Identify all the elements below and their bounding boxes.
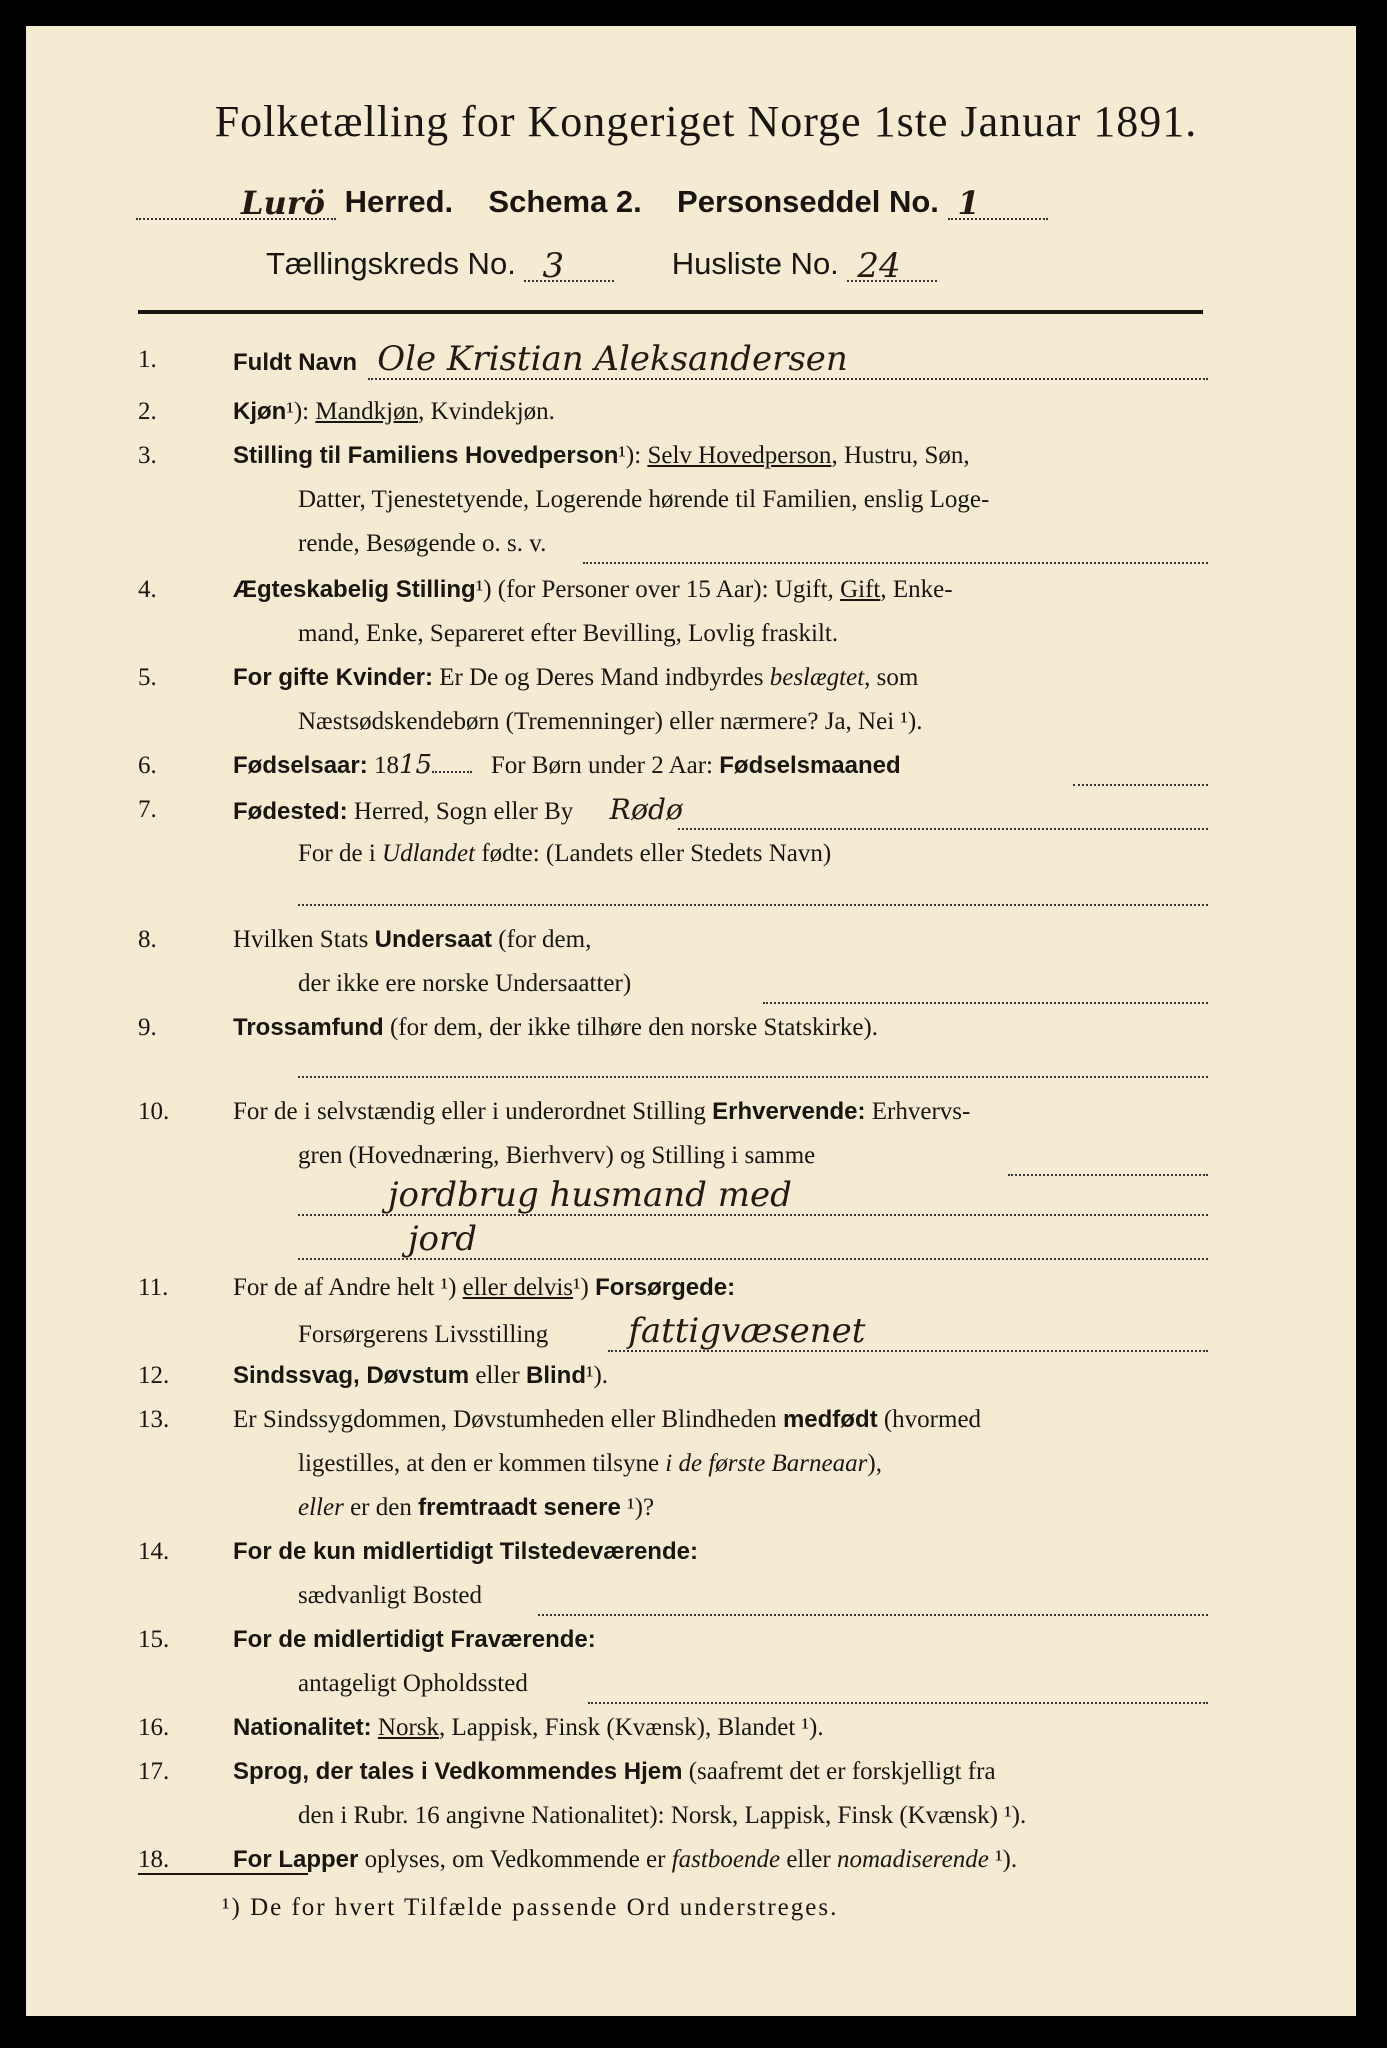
- item-body: [233, 1750, 1208, 1793]
- label-trossamfund: Trossamfund: [233, 1014, 384, 1041]
- herred-label: Herred.: [344, 184, 454, 219]
- item-number: 2.: [138, 398, 157, 425]
- label-fremtraadt: fremtraadt senere: [418, 1494, 621, 1521]
- label-for: For: [233, 664, 279, 691]
- fill-line: [763, 1000, 1208, 1004]
- label-ligestilles: ligestilles, at den er kommen tilsyne: [298, 1450, 666, 1477]
- question-text: Er De og Deres Mand indbyrdes: [433, 664, 770, 691]
- item-body: [233, 1838, 1208, 1881]
- label-born: For Børn under 2 Aar:: [490, 752, 720, 779]
- item-number: 13.: [138, 1406, 170, 1433]
- label-aegteskab: Ægteskabelig Stilling: [233, 576, 476, 603]
- option-kvindekjon: , Kvindekjøn.: [418, 398, 555, 425]
- options-rest: , Lappisk, Finsk (Kvænsk), Blandet ¹).: [439, 1714, 824, 1741]
- item-number: 1.: [138, 346, 157, 373]
- footnote-ref: ¹):: [286, 398, 316, 425]
- footnote-ref: ¹): [573, 1274, 596, 1301]
- item-body: [233, 434, 1208, 477]
- options-cont: mand, Enke, Separeret efter Bevilling, Lovlig fraskilt.: [298, 620, 839, 647]
- fill-line: [298, 1212, 1208, 1216]
- personseddel-label: Personseddel No.: [677, 184, 939, 219]
- fill-line: [298, 902, 1208, 906]
- options-rest: , Enke-: [880, 576, 953, 603]
- item-body: [233, 390, 1208, 433]
- label-sprog: Sprog, der tales i Vedkommendes Hjem: [233, 1758, 683, 1785]
- options-cont: Datter, Tjenestetyende, Logerende hørende til Familien, enslig Loge-: [298, 486, 990, 513]
- year-prefix: 18: [367, 752, 399, 779]
- label-forskjelligt: (saafremt det er forskjelligt fra: [682, 1758, 996, 1785]
- census-form: [26, 26, 1356, 2016]
- answer-forsorger: fattigvæsenet: [628, 1311, 866, 1351]
- item-number: 17.: [138, 1758, 170, 1785]
- label-bosted: sædvanligt Bosted: [298, 1582, 483, 1609]
- husliste-label: Husliste No.: [671, 246, 839, 281]
- label-erhvervende: Erhvervende:: [712, 1098, 866, 1125]
- item-body: [233, 1618, 1208, 1661]
- item-number: 15.: [138, 1626, 170, 1653]
- item-body: [233, 1266, 1208, 1309]
- item-body: [298, 832, 1273, 875]
- fill-line: [678, 826, 1208, 830]
- label-er-den: er den: [343, 1494, 419, 1521]
- item-number: 8.: [138, 926, 157, 953]
- item-body: [298, 1486, 1273, 1529]
- fill-line: [368, 376, 1208, 380]
- footnote-rule: [138, 1873, 308, 1875]
- fill-line: [1073, 782, 1208, 786]
- label-opholdssted: antageligt Opholdssted: [298, 1670, 528, 1697]
- item-number: 5.: [138, 664, 157, 691]
- label-sindssvag: Sindssvag, Døvstum: [233, 1362, 470, 1389]
- punct: ),: [867, 1450, 882, 1477]
- answer-year: 15: [398, 750, 433, 780]
- question-rest: , som: [864, 664, 919, 691]
- label-sindssygdommen: Er Sindssygdommen, Døvstumheden eller Blindheden: [233, 1406, 783, 1433]
- personseddel-value: 1: [957, 184, 980, 222]
- label-erhvervs: Erhvervs-: [865, 1098, 971, 1125]
- label-fuldt-navn: Fuldt Navn: [233, 349, 357, 376]
- item-body: [233, 1354, 1208, 1397]
- label-livsstilling: Forsørgerens Livsstilling: [298, 1321, 549, 1348]
- option-selv-selected: Selv Hovedperson: [647, 442, 832, 469]
- option-gift-selected: Gift: [840, 576, 881, 603]
- options-cont2: rende, Besøgende o. s. v.: [298, 530, 547, 557]
- item-number: 6.: [138, 752, 157, 779]
- item-number: 18.: [138, 1846, 170, 1873]
- answer-occupation-cont: jord: [408, 1219, 478, 1259]
- item-number: 7.: [138, 796, 157, 823]
- word-nomadiserende: nomadiserende: [836, 1846, 989, 1873]
- label-nationalitet-options: den i Rubr. 16 angivne Nationalitet): Norsk, Lappisk, Finsk (Kvænsk) ¹).: [298, 1802, 1027, 1829]
- item-number: 4.: [138, 576, 157, 603]
- option-mandkjon-selected: Mandkjøn: [315, 398, 419, 425]
- label-gifte-kvinder: gifte Kvinder:: [278, 664, 434, 691]
- fill-line: [583, 560, 1208, 564]
- label-stilling: Stilling til Familiens Hovedperson: [233, 442, 619, 469]
- item-body: [233, 1706, 1208, 1749]
- word-eller: eller: [469, 1362, 526, 1389]
- label-blind: Blind: [525, 1362, 586, 1389]
- fill-line: [298, 1074, 1208, 1078]
- label-fodselsaar: Fødselsaar:: [233, 752, 368, 779]
- label-for-dem: (for dem,: [492, 926, 592, 953]
- label-for-de: For de: [233, 1626, 314, 1653]
- item-number: 3.: [138, 442, 157, 469]
- footnote-ref: ¹).: [988, 1846, 1018, 1873]
- label-andre: For de af Andre helt ¹): [233, 1274, 463, 1301]
- label-barneaar: i de første Barneaar: [665, 1450, 868, 1477]
- item-body: [233, 1398, 1208, 1441]
- item-body: [298, 1442, 1273, 1485]
- fill-line: [608, 1348, 1208, 1352]
- item-number: 12.: [138, 1362, 170, 1389]
- options-text: ¹) (for Personer over 15 Aar): Ugift,: [475, 576, 841, 603]
- label-kjon: Kjøn: [233, 398, 287, 425]
- item-body: [233, 918, 1208, 961]
- option-delvis-selected: eller delvis: [462, 1274, 574, 1301]
- label-lapper: For Lapper: [233, 1846, 359, 1873]
- fill-line: [298, 1256, 1208, 1260]
- word-eller: eller: [780, 1846, 837, 1873]
- kreds-value: 3: [542, 246, 565, 286]
- label-fodested: Fødested:: [233, 798, 348, 825]
- husliste-value: 24: [857, 246, 901, 286]
- header-rule: [138, 310, 1203, 314]
- item-body: [233, 656, 1208, 699]
- label-for-de-kun: For de kun: [233, 1538, 363, 1565]
- word-eller: eller: [298, 1494, 344, 1521]
- item-number: 9.: [138, 1014, 157, 1041]
- footnote-ref: ¹)?: [620, 1494, 655, 1521]
- label-hvilken: Hvilken Stats: [233, 926, 375, 953]
- word-beslaegtet: beslægtet: [769, 664, 865, 691]
- item-body: [233, 568, 1208, 611]
- question-cont: Næstsødskendebørn (Tremenninger) eller nærmere? Ja, Nei ¹).: [298, 708, 923, 735]
- option-norsk-selected: Norsk: [377, 1714, 440, 1741]
- label-statskirke: (for dem, der ikke tilhøre den norske Statskirke).: [383, 1014, 879, 1041]
- item-number: 14.: [138, 1538, 170, 1565]
- label-nationalitet: Nationalitet:: [233, 1714, 372, 1741]
- footnote-ref: ¹).: [585, 1362, 609, 1389]
- kreds-label: Tællingskreds No.: [266, 246, 516, 281]
- label-fodselsmaaned: Fødselsmaaned: [719, 752, 901, 779]
- fill-line: [538, 1612, 1208, 1616]
- label-fravaerende: midlertidigt Fraværende:: [313, 1626, 596, 1653]
- label-undersaat: Undersaat: [374, 926, 493, 953]
- item-number: 16.: [138, 1714, 170, 1741]
- label-oplyses: oplyses, om Vedkommende er: [358, 1846, 672, 1873]
- label-forsorgede: Forsørgede:: [595, 1274, 736, 1301]
- answer-name: Ole Kristian Aleksandersen: [377, 339, 848, 379]
- label-for-de-i: For de i: [298, 840, 383, 867]
- footnote-ref: ¹):: [618, 442, 648, 469]
- footnote: ¹) De for hvert Tilfælde passende Ord understreges.: [222, 1894, 839, 1921]
- word-fastboende: fastboende: [671, 1846, 781, 1873]
- answer-occupation: jordbrug husmand med: [388, 1175, 792, 1215]
- label-tilstedevaerende: midlertidigt Tilstedeværende:: [362, 1538, 698, 1565]
- label-herred-sogn: Herred, Sogn eller By: [347, 798, 580, 825]
- item-body: [233, 1090, 1208, 1133]
- label-landets: fødte: (Landets eller Stedets Navn): [475, 840, 832, 867]
- item-body: [233, 744, 1208, 787]
- label-hovednaering: gren (Hovednæring, Bierhverv) og Stilling i samme: [298, 1142, 816, 1169]
- answer-birthplace: Rødø: [609, 793, 683, 826]
- item-body: [233, 1006, 1208, 1049]
- item-number: 10.: [138, 1098, 170, 1125]
- form-title: Folketælling for Kongeriget Norge 1ste Januar 1891.: [214, 97, 1198, 146]
- herred-line: [136, 184, 1276, 220]
- label-medfodt: medfødt: [782, 1406, 878, 1433]
- item-number: 11.: [138, 1274, 169, 1301]
- label-stilling: For de i selvstændig eller i underordnet Stilling: [233, 1098, 713, 1125]
- options-rest: , Hustru, Søn,: [831, 442, 970, 469]
- schema-label: Schema 2.: [488, 184, 642, 219]
- item-body: [233, 1530, 1208, 1573]
- fill-line: [588, 1700, 1208, 1704]
- label-undersaatter: der ikke ere norske Undersaatter): [298, 970, 632, 997]
- kreds-line: [266, 246, 1166, 286]
- word-udlandet: Udlandet: [382, 840, 476, 867]
- label-hvormed: (hvormed: [877, 1406, 982, 1433]
- herred-value: Lurö: [241, 184, 325, 222]
